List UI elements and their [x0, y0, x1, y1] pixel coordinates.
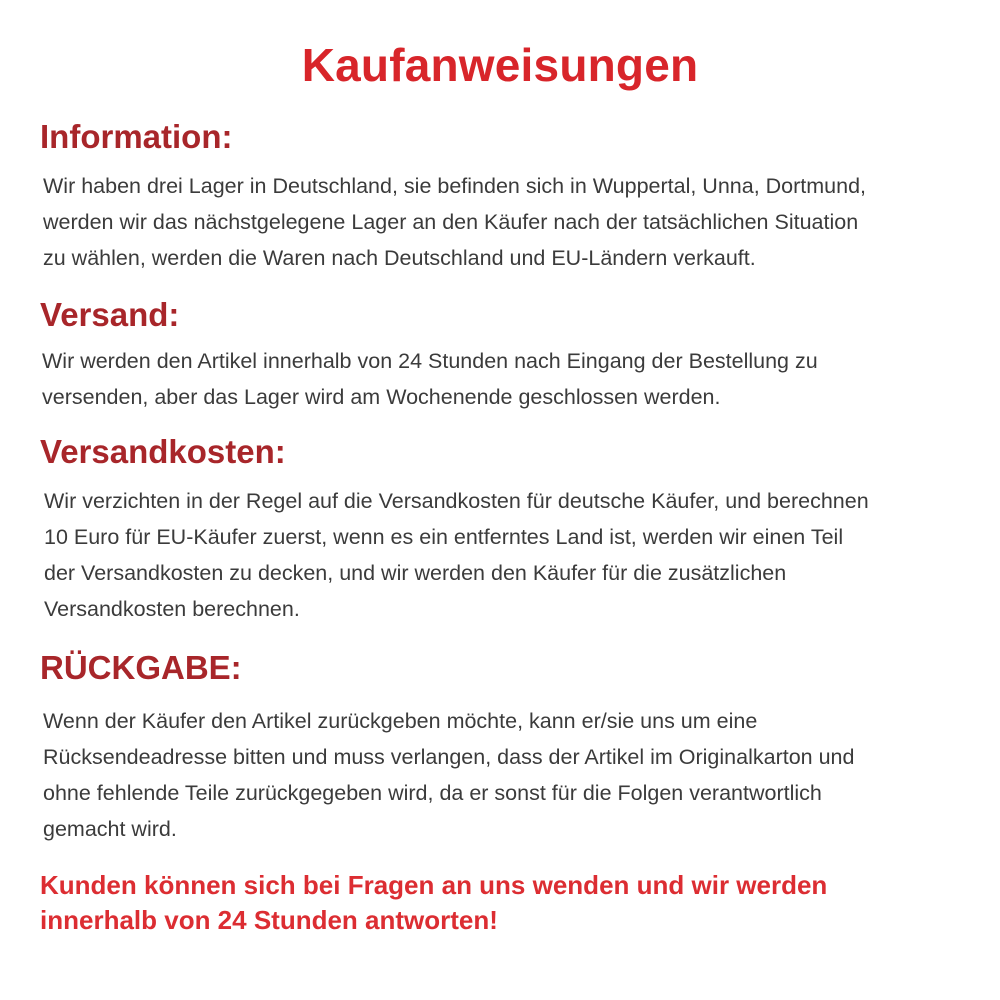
text-line: versenden, aber das Lager wird am Wochenende geschlossen werden.: [42, 385, 721, 409]
section-heading-versand: Versand:: [40, 296, 180, 333]
text-line: der Versandkosten zu decken, und wir werden den Käufer für die zusätzlichen: [44, 561, 787, 585]
section-body-rueckgabe: [43, 703, 854, 847]
text-line: Wir verzichten in der Regel auf die Versandkosten für deutsche Käufer, und berechnen: [44, 489, 869, 513]
text-line: Wir werden den Artikel innerhalb von 24 Stunden nach Eingang der Bestellung zu: [42, 349, 818, 373]
closing-line: Kunden können sich bei Fragen an uns wenden und wir werden: [40, 870, 828, 900]
text-line: zu wählen, werden die Waren nach Deutschland und EU-Ländern verkauft.: [43, 246, 756, 270]
text-line: werden wir das nächstgelegene Lager an den Käufer nach der tatsächlichen Situation: [43, 210, 859, 234]
section-body-versand: [42, 343, 818, 415]
text-line: Versandkosten berechnen.: [44, 597, 300, 621]
text-line: 10 Euro für EU-Käufer zuerst, wenn es ein entferntes Land ist, werden wir einen Teil: [44, 525, 844, 549]
text-line: Wenn der Käufer den Artikel zurückgeben möchte, kann er/sie uns um eine: [43, 709, 758, 733]
section-heading-versandkosten: Versandkosten:: [40, 433, 286, 470]
page-title: Kaufanweisungen: [301, 39, 699, 91]
text-line: Rücksendeadresse bitten und muss verlangen, dass der Artikel im Originalkarton und: [43, 745, 855, 769]
text-line: ohne fehlende Teile zurückgegeben wird, da er sonst für die Folgen verantwortlich: [43, 781, 822, 805]
closing-note: [40, 868, 827, 938]
section-body-information: [43, 168, 866, 276]
section-heading-information: Information:: [40, 118, 233, 155]
section-heading-rueckgabe: RÜCKGABE:: [40, 649, 242, 686]
closing-line: innerhalb von 24 Stunden antworten!: [40, 905, 498, 935]
text-line: gemacht wird.: [43, 817, 177, 841]
text-line: Wir haben drei Lager in Deutschland, sie befinden sich in Wuppertal, Unna, Dortmund,: [43, 174, 867, 198]
section-body-versandkosten: [44, 483, 869, 627]
